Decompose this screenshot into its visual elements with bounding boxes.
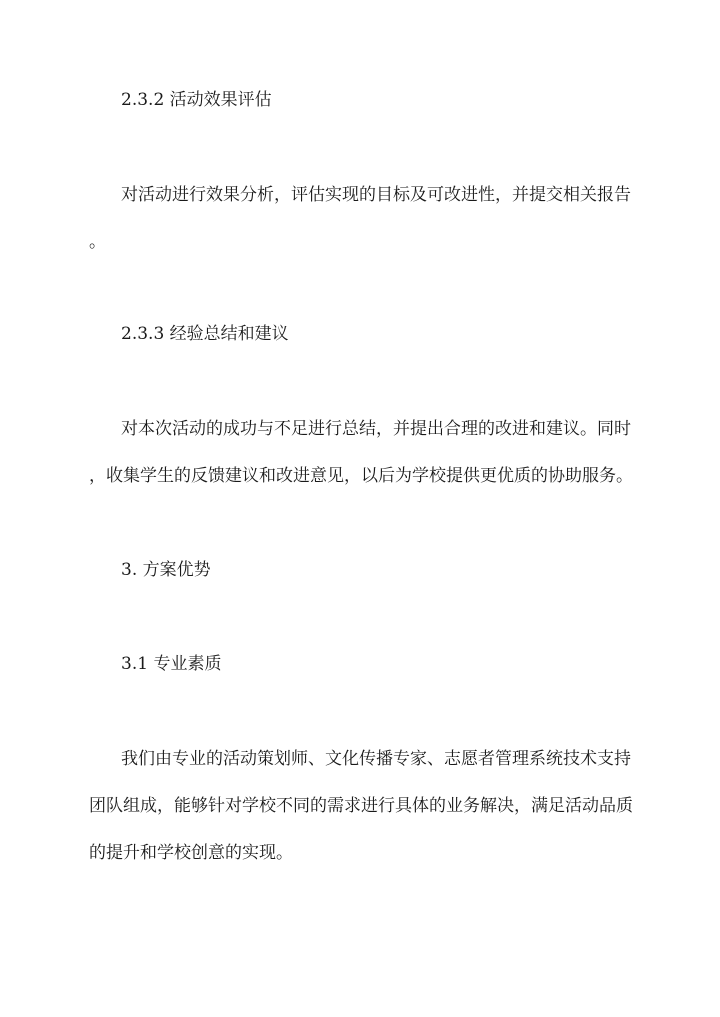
paragraph-3-1-line-3: 的提升和学校创意的实现。: [89, 843, 293, 863]
paragraph-3-1-line-2: 团队组成，能够针对学校不同的需求进行具体的业务解决，满足活动品质: [89, 796, 633, 816]
paragraph-2-3-2-line-1: 对活动进行效果分析，评估实现的目标及可改进性，并提交相关报告: [121, 185, 631, 205]
section-heading-2-3-3: 2.3.3 经验总结和建议: [121, 324, 289, 344]
paragraph-2-3-3-line-1: 对本次活动的成功与不足进行总结，并提出合理的改进和建议。同时: [121, 419, 631, 439]
paragraph-3-1-line-1: 我们由专业的活动策划师、文化传播专家、志愿者管理系统技术支持: [121, 749, 631, 769]
section-heading-2-3-2: 2.3.2 活动效果评估: [121, 90, 272, 110]
section-heading-3: 3. 方案优势: [121, 560, 211, 580]
paragraph-2-3-3-line-2: ，收集学生的反馈建议和改进意见，以后为学校提供更优质的协助服务。: [89, 466, 633, 486]
paragraph-2-3-2-line-2: 。: [89, 232, 106, 252]
section-heading-3-1: 3.1 专业素质: [121, 654, 222, 674]
